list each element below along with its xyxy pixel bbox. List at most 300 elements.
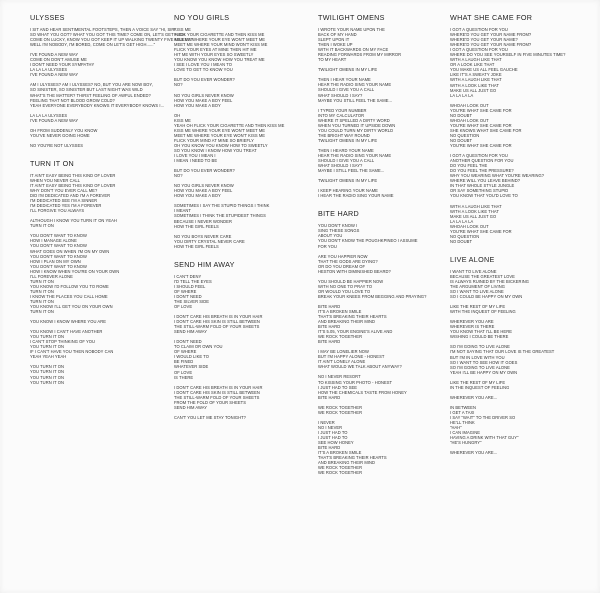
lyric-line: OF WHERE	[174, 288, 197, 294]
lyric-stanza	[450, 103, 578, 148]
lyric-line: YOU'RE WHAT SHE CAME FOR	[450, 228, 512, 234]
lyric-line: BITE HARD	[318, 394, 341, 400]
lyric-line: SO I COULD BE HAPPY ON MY OWN	[450, 294, 523, 300]
lyric-stanza	[174, 93, 302, 108]
lyric-line: I DON'T NEED	[174, 293, 202, 299]
lyric-line: I TYPED YOUR NUMBER	[318, 107, 367, 113]
lyric-line: LA LA LA ULYSSES	[30, 67, 68, 73]
lyric-line: HOW THE GIRL FEELS	[174, 223, 219, 229]
lyric-line: NO DOUBT	[450, 238, 473, 244]
lyric-line: LIKE THE REST OF MY LIFE	[450, 304, 506, 310]
lyric-stanza	[318, 304, 446, 344]
lyric-line: I GOT A QUESTION FOR YOU	[450, 47, 508, 53]
lyric-line: YOU KNOW THAT I'LL BE HERE	[450, 329, 512, 335]
lyric-line: HOW YOU MAKE A BOY	[174, 193, 221, 199]
lyric-line: I SEE I LOVE YOU I MEAN TO	[174, 62, 232, 68]
lyric-line: I WANT TO LIVE ALONE	[450, 268, 497, 274]
lyric-line: I DON'T CARE HIS SKIN IS STILL BETWEEN	[174, 319, 260, 325]
lyric-stanza	[450, 269, 578, 299]
lyric-line: I WOULD LIKE TO	[174, 354, 209, 360]
lyric-line: ALTHOUGH I KNOW YOU TURN IT ON YEAH	[30, 218, 117, 224]
lyric-stanza	[30, 364, 158, 384]
lyric-line: I'VE FOUND A NEW WAY	[30, 72, 79, 78]
lyric-line: WHAT GOES ON WHEN I'M ON MY OWN	[30, 248, 110, 254]
lyric-stanza	[318, 188, 446, 198]
lyric-line: I'VE FOUND A NEW WAY	[30, 52, 79, 58]
lyric-line: YOU DON'T WANT TO KNOW	[30, 253, 87, 259]
lyric-line: TURN IT ON	[30, 223, 54, 229]
lyric-line: I JUST HAD TO	[318, 429, 348, 435]
lyric-line: NO?	[174, 173, 183, 179]
lyric-line: FROM THE FOLD OF YOUR SHEETS	[174, 399, 246, 405]
lyric-stanza	[318, 148, 446, 173]
lyric-line: KISS ME WHERE YOUR EYE WON'T MEET ME	[174, 37, 266, 43]
lyric-line: IT AIN'T EASY BEING THIS KIND OF LOVER	[30, 182, 116, 188]
song-title: LIVE ALONE	[450, 254, 495, 264]
lyric-stanza	[174, 339, 302, 379]
lyric-line: LIKE IT'S A SWEATY JOKE	[450, 72, 502, 78]
lyrics-column-2	[174, 14, 302, 432]
lyric-line: IT AIN'T EASY BEING THIS KIND OF LOVER	[30, 172, 116, 178]
lyric-line: WHY YOU WEARING WHAT YOU'RE WEARING?	[450, 173, 545, 179]
lyric-line: TURN IT ON	[30, 309, 54, 315]
song-send-him-away	[174, 261, 302, 420]
lyric-line: THAT THE GODS ARE DYING?	[318, 258, 378, 264]
lyric-line: THAT'S BREAKING THEIR HEARTS	[318, 314, 387, 320]
lyric-line: YOU DON'T WANT TO KNOW	[30, 263, 87, 269]
lyric-line: THE STILL-WARM FOLD OF YOUR SHEETS	[174, 394, 260, 400]
lyric-stanza	[174, 314, 302, 334]
lyric-line: THE BRIGHT WAY ROUND	[318, 132, 370, 138]
lyric-line: I'LL FOREVER ALONE	[30, 273, 73, 279]
lyric-line: THEN I WOKE UP	[318, 42, 353, 48]
lyric-stanza	[318, 178, 446, 183]
lyric-line: YOU TURN IT ON	[30, 379, 64, 385]
lyric-line: HOW I MANAGE ALONE	[30, 238, 77, 244]
lyric-line: I JUST HAD TO	[318, 434, 348, 440]
lyric-stanza	[450, 405, 578, 445]
lyric-stanza	[174, 113, 302, 163]
lyric-line: I'M NOT SAYING THAT OUR LOVE IS THE GREATEST	[450, 349, 555, 355]
lyric-stanza	[318, 67, 446, 72]
lyric-line: SEE HOW HONEY	[318, 440, 354, 445]
lyric-line: BITE HARD	[318, 303, 341, 309]
lyric-stanza	[450, 27, 578, 98]
lyric-line: WHERE DO YOU SEE YOURSELF IN FIVE MINUTES TIME?	[450, 52, 566, 58]
lyric-line: YOU DON'T KNOW THE POUGHKPINEO I ASSUME	[318, 238, 418, 244]
lyric-stanza	[30, 113, 158, 123]
lyric-line: YOU'RE WHAT SHE CAME FOR	[450, 143, 512, 149]
lyric-line: TWILIGHT OMENS IN MY LIFE	[318, 178, 378, 184]
lyric-line: OH FROM SUDDENLY YOU KNOW	[30, 127, 98, 133]
song-title: TWILIGHT OMENS	[318, 13, 385, 22]
lyric-line: TO CLAIM OR OWN YOU	[174, 344, 223, 350]
lyric-line: WITH THE INQUEST OF FEELING	[450, 309, 516, 315]
lyric-stanza	[30, 143, 158, 148]
lyric-stanza	[450, 450, 578, 455]
lyric-line: SOMETIMES I THINK THE STUPIDEST THINGS	[174, 213, 266, 219]
lyric-stanza	[174, 183, 302, 198]
lyric-stanza	[450, 344, 578, 374]
lyric-line: WHAT SHOULD I SAY?	[318, 92, 363, 98]
lyric-line: NO YOU GIRLS NEVER KNOW	[174, 183, 234, 189]
song-bite-hard	[318, 210, 446, 475]
lyric-stanza	[450, 380, 578, 390]
lyric-line: I SHOULD FEEL	[174, 283, 206, 289]
lyric-line: WITH IT BACKWARDS ON MY FACE	[318, 47, 389, 53]
lyric-line: WHOAH LOOK OUT	[450, 102, 489, 108]
lyric-line: YOU SHOULD BE HAPPIER NOW	[318, 278, 384, 284]
lyric-line: YOU DIRTY CRYSTAL NEVER CARE	[174, 238, 245, 244]
lyric-line: OF WHERE	[174, 349, 197, 355]
lyric-line: SO WHAT YOU GOT? WHAT YOU GOT THIS TIME? COME ON, LET'S GET HIGH	[30, 32, 186, 38]
lyric-line: I DON'T NEED YOUR SYMPATHY	[30, 62, 95, 68]
lyric-line: SO I'M GOING TO LIVE ALONE	[450, 364, 510, 370]
lyric-stanza	[318, 349, 446, 369]
lyric-line: I DON'T CARE HIS BREATH IS IN YOUR HAIR	[174, 384, 263, 390]
lyric-line: TURN IT ON	[30, 298, 54, 304]
lyric-line: YOU KNOW YOU KNOW HOW YOU TREAT ME	[174, 57, 265, 63]
lyric-line: SO I WANT TO LIVE ALONE	[450, 289, 504, 295]
song-title: NO YOU GIRLS	[174, 13, 230, 22]
lyric-stanza	[450, 304, 578, 314]
lyric-line: YOU MAKE US ALL FEEL GAUCHE	[450, 67, 518, 73]
lyric-line: WE ROCK TOGETHER	[318, 404, 363, 410]
lyric-line: HIT ME WITH YOUR EYES SO SWEETLY	[174, 52, 254, 58]
lyric-stanza	[174, 415, 302, 420]
lyric-line: WITH A LAUGH LIKE THAT	[450, 203, 502, 209]
lyric-line: SEND HIM AWAY	[174, 404, 208, 410]
lyric-line: MAKE US ALL JUST GO	[450, 87, 497, 93]
lyric-line: NO DOUBT	[450, 112, 473, 118]
lyric-line: CAN'T YOU LET ME STAY TONIGHT?	[174, 414, 246, 420]
lyric-line: ARE YOU HAPPIER NOW	[318, 253, 368, 259]
lyric-line: FLICK YOUR MIND AT MINE SO BRIEFLY	[174, 137, 254, 143]
lyric-line: OF LOVE	[174, 304, 193, 310]
lyric-line: HE'LL THINK	[450, 420, 475, 425]
lyric-line: FLICK YOUR EYES AT MINE THEN HIT ME	[174, 47, 257, 53]
lyric-line: YOU KNOW I KNOW WHERE YOU ARE	[30, 319, 106, 325]
lyric-line: I GET A TAXI	[450, 409, 475, 415]
lyric-line: WHAT'S THE MATTER? THIRST FEELING OF AWFUL ENDED?	[30, 92, 151, 98]
lyrics-column-4	[450, 14, 578, 467]
lyric-line: LA LA LA LA	[450, 218, 474, 224]
lyric-line: I'D TELL THE EYES	[174, 278, 212, 284]
lyric-stanza	[318, 27, 446, 62]
song-title: BITE HARD	[318, 209, 360, 219]
lyric-line: SOMETIMES I SAY THE STUPID THINGS I THINK	[174, 203, 270, 209]
lyric-line: HOW YOU MAKE A BOY FEEL	[174, 97, 233, 103]
lyric-line: WITH A LAUGH LIKE THAT	[450, 57, 502, 63]
lyric-line: HOW THE CHEMICALS TASTE FROM HONEY	[318, 389, 407, 395]
lyric-line: WHOAH LOOK OUT	[450, 117, 489, 123]
lyric-line: YOU DON'T WANT TO KNOW	[30, 243, 87, 249]
lyric-line: I JUST HAD TO SEE	[318, 384, 358, 390]
lyric-line: I DON'T CARE HIS BREATH IS IN YOUR HAIR	[174, 314, 263, 320]
lyric-line: IS THERE	[174, 374, 194, 380]
lyric-line: I HEAR THE RADIO SING YOUR NAME	[318, 193, 394, 199]
lyric-line: I'M DEDICATED YES I'M A FOREVER	[30, 203, 102, 209]
lyric-line: OH YOU KNOW YOU KNOW HOW TO SWEETLY	[174, 142, 268, 148]
lyric-line: YOU TURN IT ON	[30, 374, 64, 380]
lyric-line: I'LL FORGIVE YOU ALWAYS	[30, 208, 85, 214]
lyric-line: OR A LOOK LIKE THAT	[450, 62, 495, 68]
lyric-line: AND BREAKING THEIR MIND	[318, 460, 376, 466]
lyric-line: I LOVE YOU I MEAN I	[174, 153, 216, 159]
lyric-line: DO YOU FEEL THE	[450, 163, 488, 169]
lyric-stanza	[174, 234, 302, 249]
lyric-stanza	[318, 254, 446, 274]
lyric-line: WITH A LOOK LIKE THAT	[450, 208, 499, 214]
lyric-line: I SAY "WAIT" TO THE DRIVER SO	[450, 414, 516, 420]
lyric-line: BACK OF MY HAND	[318, 32, 357, 38]
lyric-line: TWILIGHT OMENS IN MY LIFE	[318, 137, 378, 143]
lyric-line: ABOUT YOU	[318, 233, 343, 239]
lyric-line: HEAR THE RADIO SING YOUR NAME	[318, 152, 392, 158]
lyric-line: LA LA LA LA	[450, 92, 474, 98]
lyric-line: LOVE TO GET TO KNOW YOU	[174, 67, 233, 73]
lyric-stanza	[318, 405, 446, 415]
lyric-stanza	[450, 395, 578, 400]
lyric-line: YOU DON'T KNOW I	[318, 223, 358, 229]
lyric-line: THE STILL-WARM FOLD OF YOUR SHEETS	[174, 324, 260, 330]
lyric-line: AND BREAKING THEIR MIND	[318, 319, 376, 325]
lyric-line: YOU DON'T WANT TO KNOW	[30, 233, 87, 239]
lyric-line: NO QUESTION	[450, 132, 480, 138]
lyric-line: HEAR THE RADIO SING YOUR NAME	[318, 82, 392, 88]
lyric-line: KISS ME	[174, 117, 191, 123]
lyric-line: YOU'RE WHAT SHE CAME FOR	[450, 107, 512, 113]
lyric-line: I WROTE YOUR NAME UPON THE	[318, 27, 385, 32]
lyric-line: OH	[174, 112, 181, 118]
lyric-line: NO YOU GIRLS NEVER KNOW	[174, 92, 234, 98]
lyric-stanza	[30, 82, 165, 108]
lyric-line: SLEPT UPON IT	[318, 37, 350, 43]
lyric-stanza	[30, 173, 158, 213]
lyric-line: IT AIN'T LONELY ALONE	[318, 359, 366, 365]
lyric-line: WHERE IT SPELLED A DIRTY WORD	[318, 117, 390, 123]
lyric-line: MAYBE I STILL FEEL THE SAME...	[318, 168, 385, 174]
lyric-line: COME ON DON'T AMUSE ME	[30, 57, 87, 63]
lyric-line: YEAH OH FLICK YOUR CIGARETTE AND THEN KISS ME	[174, 122, 285, 128]
lyric-line: "HAH"	[450, 425, 462, 431]
lyric-line: WITH A LAUGH LIKE THAT	[450, 77, 502, 83]
lyric-line: DID I'M DEDICATED AND I'M A FOREVER	[30, 193, 111, 199]
lyric-stanza	[318, 374, 446, 399]
lyric-line: NO YOU'RE NOT ULYSSES	[30, 142, 84, 148]
lyric-line: KISS ME	[174, 27, 191, 32]
lyric-stanza	[450, 153, 578, 198]
lyric-line: TO KISSING YOUR PHOTO - HONEST	[318, 379, 393, 385]
song-title: SEND HIM AWAY	[174, 259, 235, 269]
lyric-line: I CAN'T DENY	[174, 273, 202, 279]
song-title: WHAT SHE CAME FOR	[450, 13, 533, 22]
lyric-line: YOU TURN IT ON	[30, 364, 64, 370]
lyric-line: I MEAN I NEED TO BE	[174, 158, 218, 164]
lyric-line: I KNOW THE PLACES YOU CALL HOME	[30, 293, 108, 299]
lyric-stanza	[30, 233, 158, 314]
lyric-line: TO MY HEART	[318, 57, 347, 63]
lyric-line: I SIT AND HEAR SENTIMENTAL FOOTSTEPS, THEN A VOICE SAY "HI, SIR"	[30, 27, 176, 32]
lyric-line: YOU TURN IT ON	[30, 334, 64, 340]
lyric-line: MAYBE YOU STILL FEEL THE SAME...	[318, 97, 393, 103]
lyric-line: "HE'S HUNGRY"	[450, 440, 482, 446]
lyric-line: WE ROCK TOGETHER	[318, 465, 363, 471]
lyric-line: I GOT A QUESTION FOR YOU	[450, 27, 508, 32]
lyric-stanza	[450, 204, 578, 244]
lyric-stanza	[30, 319, 158, 324]
lyric-line: IT'S 5.05, YOUR ENGINE'S ALIVE AND	[318, 329, 393, 335]
lyric-line: THAT'S BREAKING THEIR HEARTS	[318, 455, 387, 461]
song-turn-it-on	[30, 160, 158, 385]
song-title: TURN IT ON	[30, 158, 74, 168]
lyric-stanza	[174, 168, 302, 178]
lyric-line: AM I ULYSSES? AM I ULYSSES? NO, BUT YOU ARE NOW BOY,	[30, 82, 153, 88]
lyric-line: WELL I'M NOBODY, I'M BORED, COME ON LET'S GET HIGH......"	[30, 42, 156, 48]
lyric-line: WE ROCK TOGETHER	[318, 470, 363, 476]
lyric-line: I GOT A QUESTION FOR YOU	[450, 153, 508, 159]
lyric-stanza	[30, 52, 158, 77]
lyric-stanza	[174, 77, 302, 87]
lyric-line: HOW I PLAN ON MY OWN	[30, 258, 81, 264]
lyric-line: MEET ME WHERE YOUR EYE WON'T KISS ME	[174, 132, 266, 138]
lyric-line: YOU TURN IT ON	[30, 369, 64, 375]
lyric-line: WHY DON'T YOU EVER CALL ME?	[30, 188, 98, 194]
lyric-stanza	[30, 218, 158, 228]
lyric-stanza	[174, 203, 302, 228]
lyric-line: FLICK YOUR CIGARETTE AND THEN KISS ME	[174, 32, 265, 38]
lyric-line: WHATEVER SIDE	[174, 364, 209, 370]
lyric-line: FEELING THAT NOT BLOOD GROW COLD?	[30, 97, 115, 103]
song-twilight-omens	[318, 14, 446, 198]
lyric-line: HAVING A DRINK WITH THAT GUY"	[450, 435, 519, 441]
lyric-line: WE ROCK TOGETHER	[318, 334, 363, 340]
lyric-line: THE SILVER SIDE	[174, 298, 210, 304]
lyric-stanza	[318, 420, 446, 476]
lyric-line: YOU'RE WHAT SHE CAME FOR	[450, 122, 512, 128]
lyric-line: HESTON WITH DIMINISHED BEARD?	[318, 268, 391, 274]
lyric-line: I KEEP HEARING YOUR NAME	[318, 188, 378, 194]
lyric-line: WHEREVER YOU ARE...	[450, 394, 498, 400]
lyric-line: SHOULD I GIVE YOU A CALL	[318, 158, 375, 164]
lyric-line: YEAH YEAH YEAH	[30, 354, 67, 360]
lyric-line: MEET ME WHERE YOUR MIND WON'T KISS ME	[174, 42, 268, 48]
lyric-line: BUT DO YOU EVER WONDER?	[174, 168, 235, 174]
lyric-line: HOW THE GIRL FEELS	[174, 243, 219, 249]
lyric-line: BUT I'M HAPPY ALONE - HONEST	[318, 354, 385, 360]
lyric-line: WHEN YOU TURNED IT UPSIDE DOWN	[318, 122, 396, 128]
lyric-line: YOU KNOW I'D FOLLOW YOU TO ROME	[30, 283, 109, 289]
lyric-line: NO YOU BOYS NEVER CARE	[174, 233, 232, 239]
lyric-stanza	[174, 27, 302, 72]
lyric-line: TURN IT ON	[30, 288, 54, 294]
lyric-line: NO DOUBT	[450, 137, 473, 143]
lyric-line: WHAT WOULD WE TALK ABOUT ANYWAY?	[318, 364, 402, 370]
lyric-stanza	[30, 329, 158, 359]
lyric-stanza	[30, 128, 158, 138]
lyric-line: I CAN IMAGINE	[450, 430, 480, 436]
lyric-line: BUT I'M IN LOVE WITH YOU	[450, 354, 505, 360]
lyric-line: BUT DO YOU EVER WONDER?	[174, 77, 235, 83]
song-title: ULYSSES	[30, 13, 65, 22]
lyric-line: WHERE WILL YOU LEAVE BEHIND?	[450, 178, 521, 184]
lyric-line: FOR YOU	[318, 243, 337, 249]
lyric-stanza	[318, 279, 446, 299]
lyric-line: I'VE FOUND A NEW WAY	[30, 117, 79, 123]
lyric-line: I CAN'T STOP THINKING OF YOU	[30, 339, 96, 345]
lyric-line: IT'S A BROKEN SMILE	[318, 450, 362, 456]
lyric-line: WHERE'D YOU GET YOUR NAME FROM?	[450, 32, 532, 38]
lyric-line: I MEANT	[174, 208, 191, 214]
lyric-line: NO QUESTION	[450, 233, 480, 239]
lyric-line: HOW YOU MAKE A BOY	[174, 102, 221, 108]
lyric-line: IN THAT WHOLE STYLE JUNGLE	[450, 183, 515, 189]
lyric-line: BECAUSE THE GREATEST LOVE	[450, 273, 515, 279]
lyric-line: NO I NEVER	[318, 424, 343, 430]
lyric-line: SHE KNOWS WHAT SHE CAME FOR	[450, 127, 522, 133]
lyric-line: LIKE THE REST OF MY LIFE	[450, 379, 506, 385]
lyric-stanza	[318, 223, 446, 248]
lyric-line: TWILIGHT OMENS IN MY LIFE	[318, 67, 378, 73]
lyric-line: THEN I HEAR YOUR NAME	[318, 77, 371, 83]
lyric-line: YOU KNOW I'LL GET YOU ON YOUR OWN	[30, 304, 113, 310]
lyric-line: YEAH I'LL BE HAPPY ON MY OWN	[450, 369, 518, 375]
lyric-line: IS ALWAYS RUINED BY THE BICKERING	[450, 278, 529, 284]
lyric-line: WITH A LOOK LIKE THAT	[450, 82, 499, 88]
lyric-line: WE ROCK TOGETHER	[318, 409, 363, 415]
lyric-line: OR SAY SOMETHING STUPID	[450, 188, 509, 194]
song-no-you-girls	[174, 14, 302, 249]
lyric-stanza	[450, 319, 578, 339]
lyric-line: HOW I KNOW WHEN YOU'RE ON YOUR OWN	[30, 268, 120, 274]
lyric-line: I NEVER	[318, 419, 335, 425]
lyric-line: SO I WANT TO SEE HOW IT GOES	[450, 359, 518, 365]
lyric-line: BECAUSE I NEVER WONDER	[174, 218, 232, 224]
lyric-stanza	[174, 385, 302, 410]
lyric-line: I DON'T CARE HIS SKIN IS STILL BETWEEN	[174, 389, 260, 395]
lyric-stanza	[318, 77, 446, 102]
lyric-line: HOW YOU MAKE A BOY FEEL	[174, 188, 233, 194]
lyric-line: DO YOU FEEL THE PRESSURE?	[450, 168, 514, 174]
lyric-line: BITE HARD	[318, 445, 341, 451]
lyric-line: OR DO YOU DREAM OF	[318, 263, 365, 269]
lyric-line: IF I CAN'T HAVE YOU THEN NOBODY CAN	[30, 349, 114, 355]
lyric-line: MAKE US ALL JUST GO	[450, 213, 497, 219]
lyric-line: WHEREVER IS THERE	[450, 324, 495, 330]
lyric-line: ANOTHER QUESTION FOR YOU	[450, 158, 514, 164]
lyric-line: TURN IT ON	[30, 278, 54, 284]
lyric-line: YOU KNOW I CAN'T HAVE ANOTHER	[30, 329, 103, 335]
lyric-line: BITE HARD	[318, 339, 341, 345]
lyric-line: INTO MY CALCULATOR	[318, 112, 365, 118]
lyric-line: WHEN YOU NEVER CALL	[30, 177, 81, 183]
lyric-line: BREAK YOUR KNEES FROM BEGGING AND PRAYING?	[318, 293, 427, 299]
lyric-line: WISHING I COULD BE THERE	[450, 334, 509, 340]
lyric-line: IT'S A BROKEN SMILE	[318, 308, 362, 314]
lyric-line: OR WOULD YOU LOVE TO	[318, 288, 371, 294]
lyric-line: BE FINED	[174, 359, 194, 365]
lyric-line: READING FORWARDS FROM MY MIRROR	[318, 52, 402, 58]
lyric-line: NO?	[174, 82, 183, 88]
lyric-stanza	[318, 108, 446, 143]
lyric-line: YEAH EVERYONE EVERYBODY KNOWS IT EVERYBODY KNOWS I...	[30, 102, 165, 108]
lyric-line: I MAY BE LONELIER NOW	[318, 349, 369, 355]
lyric-line: WHEREVER YOU ARE	[450, 319, 494, 325]
lyric-line: I DON'T NEED	[174, 339, 202, 345]
lyric-line: WHEREVER YOU ARE...	[450, 450, 498, 456]
song-live-alone	[450, 256, 578, 455]
lyric-line: BITE HARD	[318, 324, 341, 330]
